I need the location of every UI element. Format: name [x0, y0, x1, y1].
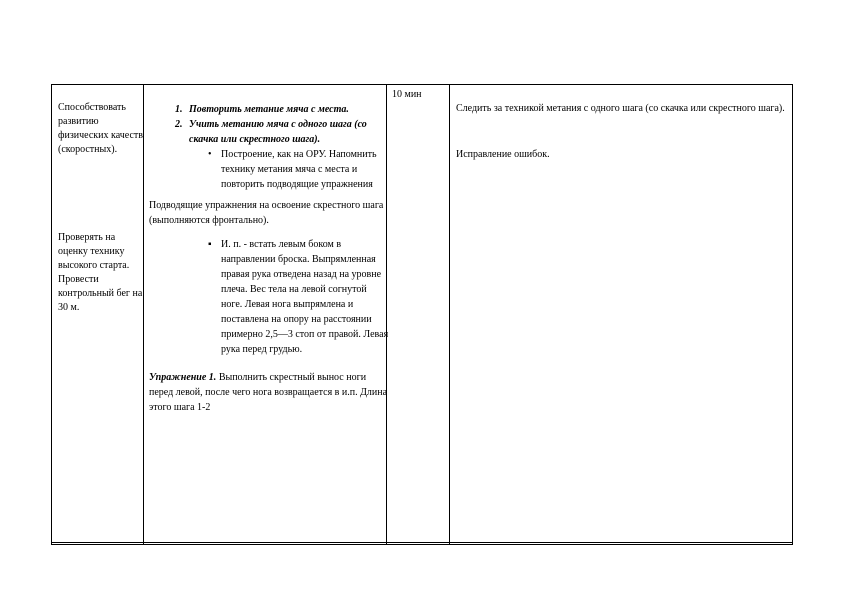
exercise-text: Выполнить скрестный вынос ноги перед левой, после чего нога возвращается в и.п. Длина этого шага 1-2	[149, 372, 388, 413]
duration-cell	[392, 87, 447, 102]
control-text: Провести контрольный бег на 30 м.	[58, 274, 143, 313]
bullet-marker: •	[208, 149, 212, 160]
table-bottom-rule	[52, 542, 792, 543]
content-cell	[149, 102, 389, 415]
task-item: 1. Повторить метание мяча с места.	[185, 102, 389, 117]
lead-in-text: Подводящие упражнения на освоение скрестного шага (выполняются фронтально).	[149, 200, 384, 226]
bullet-text: И. п. - встать левым боком в направлении броска. Выпрямленная правая рука отведена назад на уровне плеча. Вес тела на левой согнутой ноге. Левая нога выпрямлена и поставлена на опору на расстоянии примерно 2,5—3 стоп от правой. Левая рука перед грудью.	[221, 239, 389, 355]
column-divider	[449, 85, 450, 544]
lesson-table	[51, 84, 793, 545]
bullet-list	[149, 147, 389, 192]
task-list	[149, 102, 389, 147]
task-item: 2. Учить метанию мяча с одного шага (со скачка или скрестного шага).	[185, 117, 389, 147]
bullet-marker: ▪	[208, 239, 212, 250]
notes-cell	[456, 101, 786, 162]
goals-cell	[58, 101, 146, 315]
exercise-paragraph	[149, 370, 389, 415]
note-text: Следить за техникой метания с одного шага (со скачка или скрестного шага).	[456, 103, 785, 114]
list-item	[208, 147, 389, 192]
duration-text: 10 мин	[392, 89, 422, 100]
check-text: Проверять на оценку технику высокого старта.	[58, 232, 130, 271]
bullet-list	[149, 237, 389, 357]
exercise-title: Упражнение 1.	[149, 372, 217, 383]
note-text: Исправление ошибок.	[456, 149, 550, 160]
bullet-text: Построение, как на ОРУ. Напомнить технику метания мяча с места и повторить подводящие упражнения	[221, 149, 377, 190]
goal-text: Способствовать развитию физических качеств (скоростных).	[58, 102, 143, 155]
list-item	[208, 237, 389, 357]
